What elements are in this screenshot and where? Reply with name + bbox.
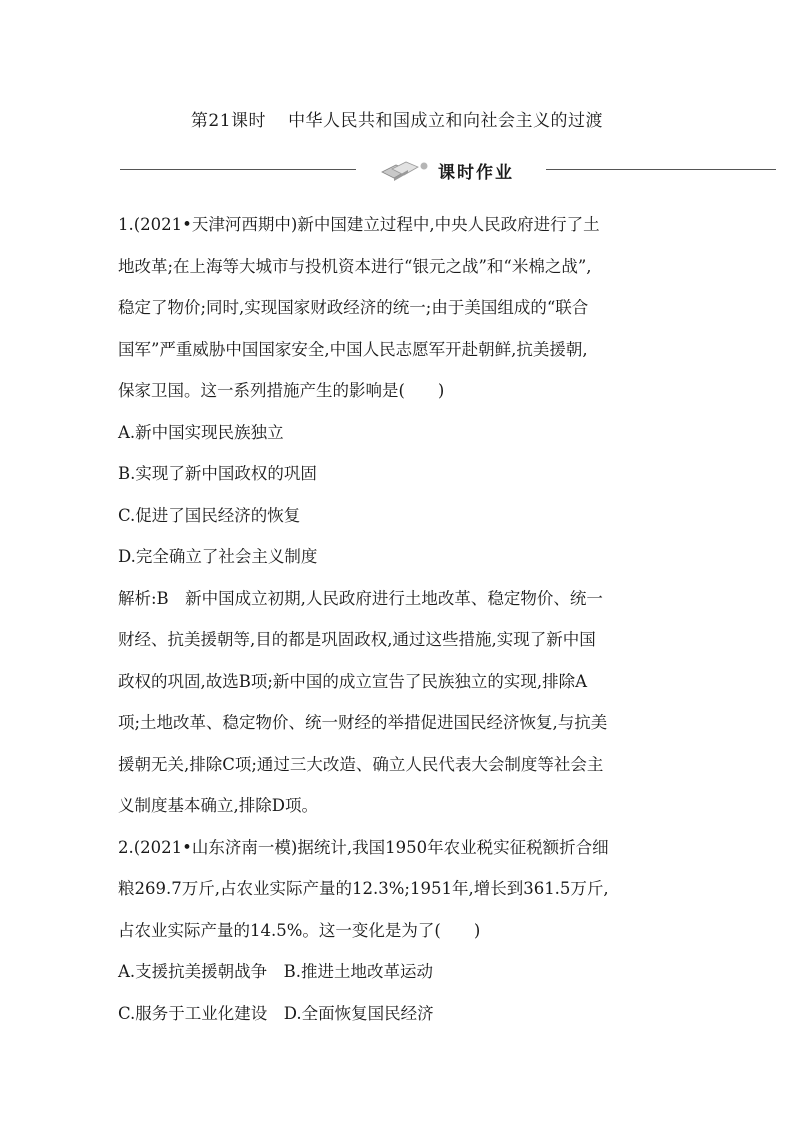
page-title xyxy=(0,106,794,131)
banner-title: 课时作业 xyxy=(438,163,514,183)
option-row-ab: A.支援抗美援朝战争 B.推进土地改革运动 xyxy=(118,962,434,981)
option-row-cd: C.服务于工业化建设 D.全面恢复国民经济 xyxy=(118,1003,434,1023)
analysis-line: 义制度基本确立,排除D项。 xyxy=(118,796,318,815)
option-c: C.促进了国民经济的恢复 xyxy=(118,505,301,525)
question-1 xyxy=(118,204,678,827)
analysis-line: 解析:B 新中国成立初期,人民政府进行土地改革、稳定物价、统一 xyxy=(118,588,603,608)
section-banner xyxy=(0,158,794,182)
exercise-content xyxy=(118,204,678,1034)
analysis-line: 援朝无关,排除C项;通过三大改造、确立人民代表大会制度等社会主 xyxy=(118,754,604,774)
question-2 xyxy=(118,827,678,1035)
option-a: A.新中国实现民族独立 xyxy=(118,422,284,442)
option-b: B.实现了新中国政权的巩固 xyxy=(118,464,317,483)
analysis-line: 项;土地改革、稳定物价、统一财经的举措促进国民经济恢复,与抗美 xyxy=(118,713,608,732)
analysis-line: 政权的巩固,故选B项;新中国的成立宣告了民族独立的实现,排除A xyxy=(118,671,588,691)
divider-left xyxy=(120,169,356,170)
question-line: 2.(2021•山东济南一模)据统计,我国1950年农业税实征税额折合细 xyxy=(118,837,609,857)
question-line: 粮269.7万斤,占农业实际产量的12.3%;1951年,增长到361.5万斤, xyxy=(118,879,609,898)
lesson-title: 中华人民共和国成立和向社会主义的过渡 xyxy=(288,111,604,131)
question-line: 保家卫国。这一系列措施产生的影响是( ) xyxy=(118,381,445,400)
book-stack-icon xyxy=(378,158,430,182)
question-line: 地改革;在上海等大城市与投机资本进行“银元之战”和“米棉之战”, xyxy=(118,256,592,276)
question-line: 稳定了物价;同时,实现国家财政经济的统一;由于美国组成的“联合 xyxy=(118,298,589,317)
question-line: 1.(2021•天津河西期中)新中国建立过程中,中央人民政府进行了土 xyxy=(118,215,600,234)
lesson-number: 第21课时 xyxy=(190,111,267,131)
question-line: 占农业实际产量的14.5%。这一变化是为了( ) xyxy=(118,920,481,940)
question-line: 国军”严重威胁中国国家安全,中国人民志愿军开赴朝鲜,抗美援朝, xyxy=(118,339,588,359)
divider-right xyxy=(546,169,776,170)
option-d: D.完全确立了社会主义制度 xyxy=(118,547,318,566)
analysis-line: 财经、抗美援朝等,目的都是巩固政权,通过这些措施,实现了新中国 xyxy=(118,630,596,649)
